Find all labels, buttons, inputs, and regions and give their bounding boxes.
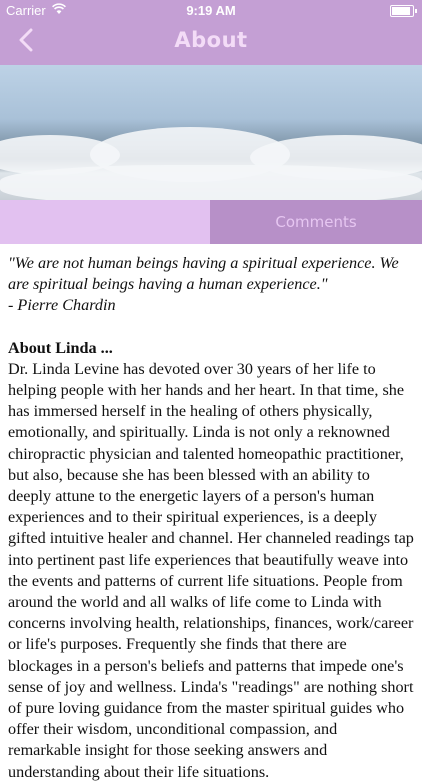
status-bar [0,0,422,22]
segment-tabs [0,200,422,244]
status-time: 9:19 AM [186,3,236,18]
carrier-label: Carrier [6,3,46,18]
header-ocean-image [0,65,422,200]
page-title: About [174,28,248,52]
about-heading: About Linda ... [8,338,113,357]
quote-author: - Pierre Chardin [8,296,116,315]
about-content [8,253,414,783]
navigation-bar [0,0,422,65]
tab-about[interactable] [0,200,210,244]
tab-comments[interactable]: Comments [210,200,422,244]
quote-text: "We are not human beings having a spiritual experience. We are spiritual beings having a human experience." [8,254,399,294]
wave-shape [0,165,422,200]
about-body: Dr. Linda Levine has devoted over 30 years of her life to helping people with her hands and her heart. In that time, she has immersed herself in the healing of others physically, emotionally, and spiritually. Linda is not only a reknowned chiropractic physician and talented homeopathic practitioner, but also, because she has been blessed with an ability to deeply attune to the energetic layers of a person's human experiences and to their spiritual experiences, is a deeply gifted intuitive healer and channel. Her channeled readings tap into pertinent past life experiences that beautifully weave into the events and patterns of current life situations. People from around the world and all walks of life come to Linda with concerns involving health, relationships, finances, work/career or life's purposes. Frequently she finds that there are blockages in a person's beliefs and patterns that impede one's sense of joy and wellness. Linda's "readings" are nothing short of pure loving guidance from the master spiritual guides who offer their wisdom, unconditional compassion, and remarkable insight for those seeking answers and understanding about their life situations. [8,359,414,781]
battery-icon [390,5,414,17]
